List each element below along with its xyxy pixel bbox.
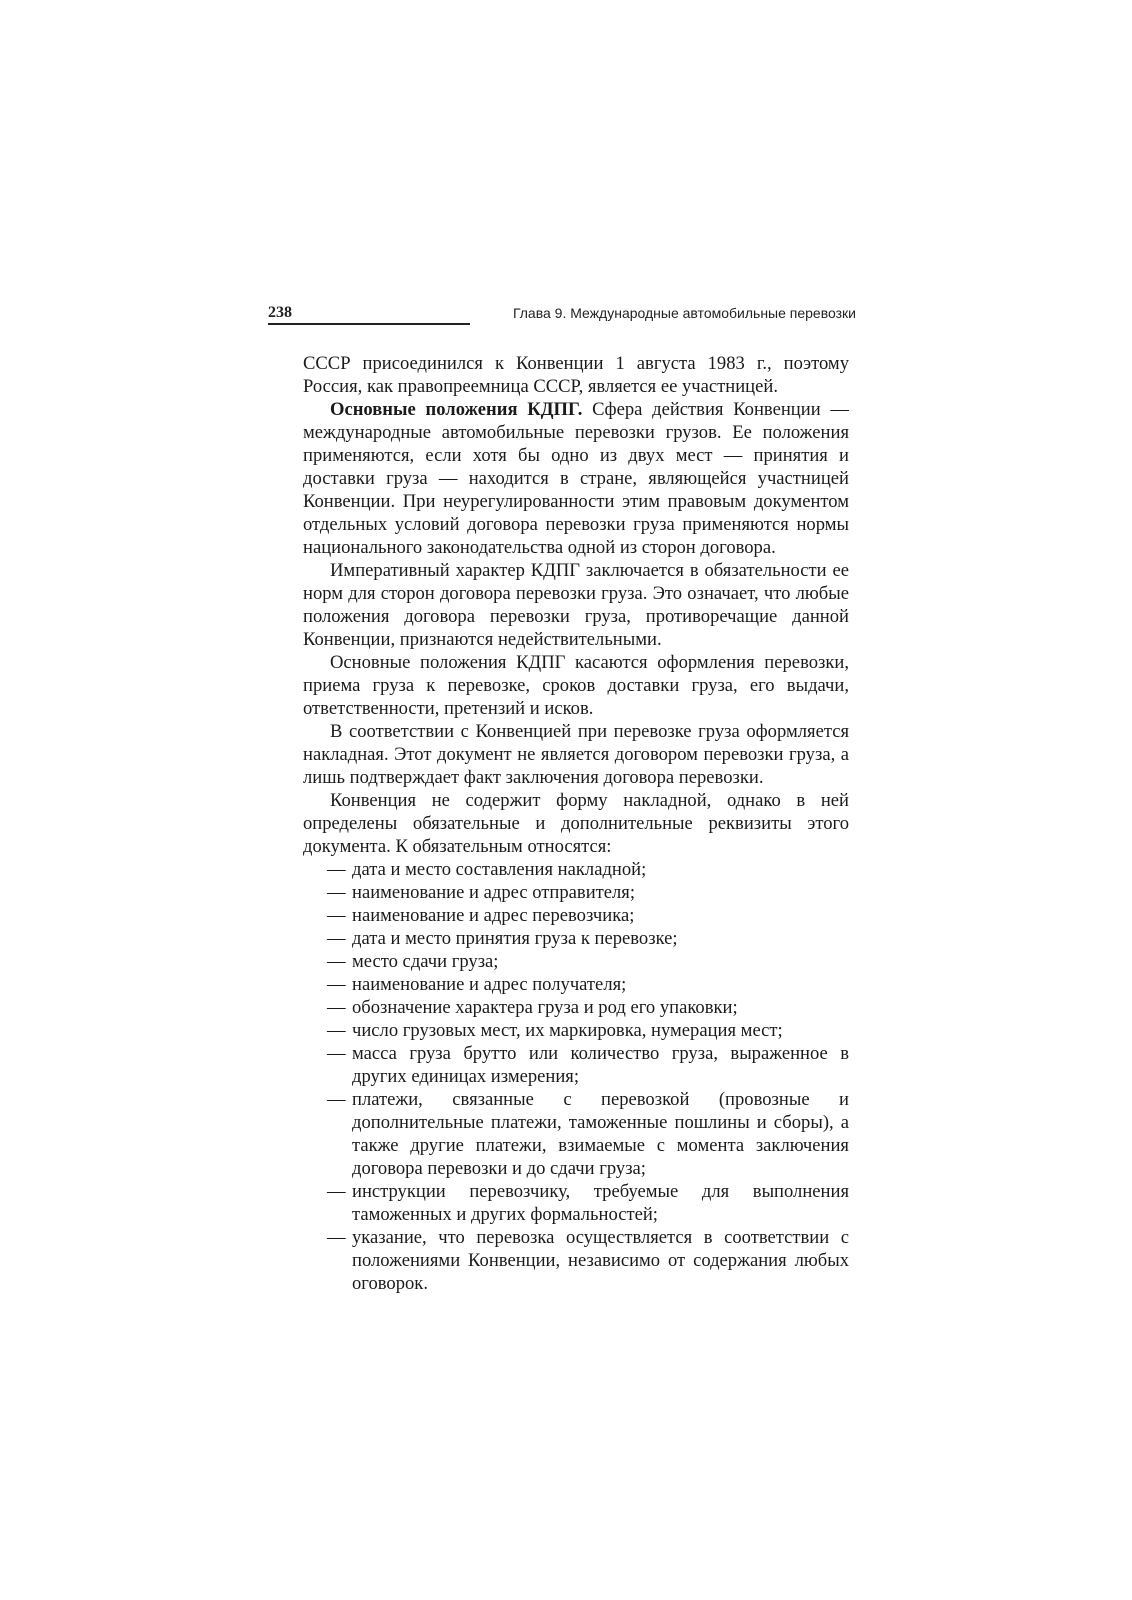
- dash-bullet: —: [327, 997, 346, 1018]
- dash-bullet: —: [327, 905, 346, 926]
- list-item: [303, 1088, 849, 1180]
- list-item-text: масса груза брутто или количество груза, выраженное в других единицах измерения;: [352, 1043, 849, 1087]
- list-item-text: наименование и адрес отправителя;: [352, 882, 636, 903]
- dash-bullet: —: [327, 859, 346, 880]
- required-fields-list: [303, 858, 849, 1295]
- dash-bullet: —: [327, 951, 346, 972]
- list-item-text: место сдачи груза;: [352, 951, 499, 972]
- paragraph-text: СССР присоединился к Конвенции 1 августа 1983 г., поэтому Россия, как правопреемница СССР, является ее участницей.: [303, 353, 849, 397]
- header-rule: [268, 323, 470, 325]
- running-head: [268, 302, 856, 328]
- dash-bullet: —: [327, 882, 346, 903]
- chapter-title: Глава 9. Международные автомобильные перевозки: [512, 305, 856, 321]
- list-item-text: число грузовых мест, их маркировка, нумерация мест;: [352, 1020, 783, 1041]
- list-item-text: дата и место принятия груза к перевозке;: [352, 928, 678, 949]
- list-item-text: инструкции перевозчику, требуемые для выполнения таможенных и других формальностей;: [352, 1181, 849, 1225]
- list-item: [303, 1226, 849, 1295]
- dash-bullet: —: [327, 1089, 346, 1110]
- list-item-text: платежи, связанные с перевозкой (провозные и дополнительные платежи, таможенные пошлины и сборы), а также другие платежи, взимаемые с момента заключения договора перевозки и до сдачи груза;: [352, 1089, 849, 1179]
- dash-bullet: —: [327, 974, 346, 995]
- list-item-text: дата и место составления накладной;: [352, 859, 647, 880]
- list-item: [303, 973, 849, 996]
- list-item-text: наименование и адрес перевозчика;: [352, 905, 635, 926]
- list-item: [303, 927, 849, 950]
- paragraph: [303, 789, 849, 858]
- dash-bullet: —: [327, 928, 346, 949]
- dash-bullet: —: [327, 1181, 346, 1202]
- page-body: [303, 352, 849, 1295]
- paragraph-text: Конвенция не содержит форму накладной, однако в ней определены обязательные и дополнительные реквизиты этого документа. К обязательным относятся:: [303, 790, 849, 857]
- paragraph: [303, 352, 849, 398]
- list-item: [303, 996, 849, 1019]
- list-item: [303, 1180, 849, 1226]
- paragraph: [303, 720, 849, 789]
- paragraph: [303, 398, 849, 559]
- list-item: [303, 904, 849, 927]
- list-item-text: наименование и адрес получателя;: [352, 974, 627, 995]
- paragraph: [303, 651, 849, 720]
- list-item: [303, 950, 849, 973]
- paragraph-text: Основные положения КДПГ касаются оформления перевозки, приема груза к перевозке, сроков доставки груза, его выдачи, ответственности, претензий и исков.: [303, 652, 849, 719]
- paragraph-text: Императивный характер КДПГ заключается в обязательности ее норм для сторон договора перевозки груза. Это означает, что любые положения договора перевозки груза, противоречащие данной Конвенции, признаются недействительными.: [303, 560, 849, 650]
- list-item: [303, 1019, 849, 1042]
- page-number: 238: [268, 304, 292, 321]
- list-item: [303, 881, 849, 904]
- paragraph-lead-heading: Основные положения КДПГ.: [330, 399, 583, 420]
- list-item: [303, 1042, 849, 1088]
- dash-bullet: —: [327, 1020, 346, 1041]
- list-item: [303, 858, 849, 881]
- paragraph-text: Сфера действия Конвенции — международные автомобильные перевозки грузов. Ее положения применяются, если хотя бы одно из двух мест — принятия и доставки груза — находится в стране, являющейся участницей Конвенции. При неурегулированности этим правовым документом отдельных условий договора перевозки груза применяются нормы национального законодательства одной из сторон договора.: [303, 399, 849, 558]
- paragraph: [303, 559, 849, 651]
- book-page: [268, 302, 856, 1294]
- dash-bullet: —: [327, 1227, 346, 1248]
- list-item-text: указание, что перевозка осуществляется в соответствии с положениями Конвенции, независимо от содержания любых оговорок.: [352, 1227, 849, 1294]
- paragraph-text: В соответствии с Конвенцией при перевозке груза оформляется накладная. Этот документ не является договором перевозки груза, а лишь подтверждает факт заключения договора перевозки.: [303, 721, 849, 788]
- list-item-text: обозначение характера груза и род его упаковки;: [352, 997, 738, 1018]
- dash-bullet: —: [327, 1043, 346, 1064]
